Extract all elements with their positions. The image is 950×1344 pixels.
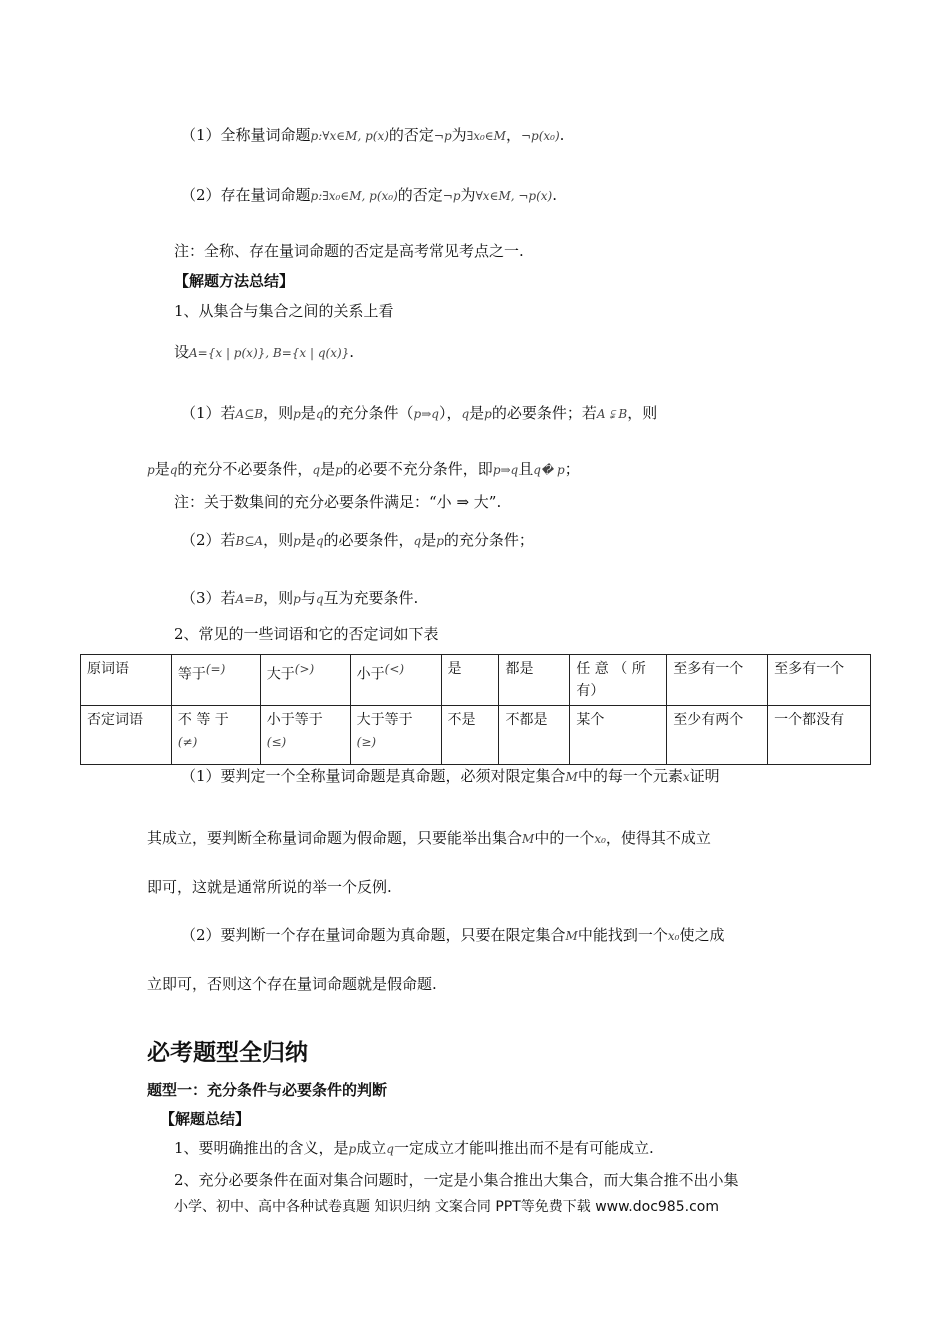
table-cell: 不是 <box>441 706 499 765</box>
table-cell: 大于(>) <box>260 655 350 706</box>
table-cell: 都是 <box>499 655 570 706</box>
set-def: 设A={x | p(x)}, B={x | q(x)}. <box>174 343 355 361</box>
table-cell: 原词语 <box>81 655 172 706</box>
case3-line: （3）若A=B，则p与q互为充要条件. <box>181 589 419 607</box>
table-cell: 至少有两个 <box>667 706 768 765</box>
table-cell: 不 等 于 (≠) <box>171 706 260 765</box>
table-cell: 大于等于 (≥) <box>350 706 441 765</box>
point1: 1、从集合与集合之间的关系上看 <box>174 302 394 320</box>
summary-point2: 2、充分必要条件在面对集合问题时，一定是小集合推出大集合，而大集合推不出小集 <box>174 1171 739 1189</box>
explain1-line: （1）要判定一个全称量词命题是真命题，必须对限定集合M中的每一个元素x证明 <box>181 767 720 785</box>
note2-line: 注：关于数集间的充分必要条件满足：“小 ⇒ 大”. <box>174 493 502 511</box>
method-heading: 【解题方法总结】 <box>174 272 295 290</box>
case2-line: （2）若B⊆A，则p是q的必要条件，q是p的充分条件； <box>181 531 534 549</box>
math: p:∀x∈M, p(x) <box>310 129 389 143</box>
type1-heading: 题型一：充分条件与必要条件的判断 <box>147 1081 388 1099</box>
case1-cont: p是q的充分不必要条件，q是p的必要不充分条件，即p⇒q且q� p； <box>147 460 580 478</box>
section-title: 必考题型全归纳 <box>147 1040 308 1066</box>
table-row <box>81 706 871 765</box>
item2-line: （2）存在量词命题p:∃x₀∈M, p(x₀)的否定¬p为∀x∈M, ¬p(x). <box>181 186 558 204</box>
point2: 2、常见的一些词语和它的否定词如下表 <box>174 625 439 643</box>
table-cell: 一个都没有 <box>768 706 871 765</box>
table-cell: 至多有一个 <box>667 655 768 706</box>
summary-heading: 【解题总结】 <box>160 1110 251 1128</box>
table-cell: 是 <box>441 655 499 706</box>
table-cell: 任 意 （ 所有） <box>570 655 667 706</box>
table-cell: 小于等于 (≤) <box>260 706 350 765</box>
explain2-line: （2）要判断一个存在量词命题为真命题，只要在限定集合M中能找到一个x₀使之成 <box>181 926 725 944</box>
explain2-end: 立即可，否则这个存在量词命题就是假命题. <box>147 975 437 993</box>
table-cell: 某个 <box>570 706 667 765</box>
table-cell: 否定词语 <box>81 706 172 765</box>
summary-point1: 1、要明确推出的含义，是p成立q一定成立才能叫推出而不是有可能成立. <box>174 1139 654 1157</box>
footer-banner: 小学、初中、高中各种试卷真题 知识归纳 文案合同 PPT等免费下载 www.doc985.com <box>174 1199 719 1215</box>
table-cell: 至多有一个 <box>768 655 871 706</box>
item1-line: （1）全称量词命题p:∀x∈M, p(x)的否定¬p为∃x₀∈M，¬p(x₀). <box>181 126 565 144</box>
explain1-cont: 其成立，要判断全称量词命题为假命题，只要能举出集合M中的一个x₀，使得其不成立 <box>147 829 711 847</box>
table-cell: 小于(<) <box>350 655 441 706</box>
table-cell: 等于(=) <box>171 655 260 706</box>
table-cell: 不都是 <box>499 706 570 765</box>
case1-line: （1）若A⊆B，则p是q的充分条件（p⇒q），q是p的必要条件；若A ⫋ B，则 <box>181 404 658 422</box>
explain1-end: 即可，这就是通常所说的举一个反例. <box>147 878 392 896</box>
table-row <box>81 655 871 706</box>
negation-table <box>80 654 871 765</box>
note-line: 注：全称、存在量词命题的否定是高考常见考点之一. <box>174 242 524 260</box>
